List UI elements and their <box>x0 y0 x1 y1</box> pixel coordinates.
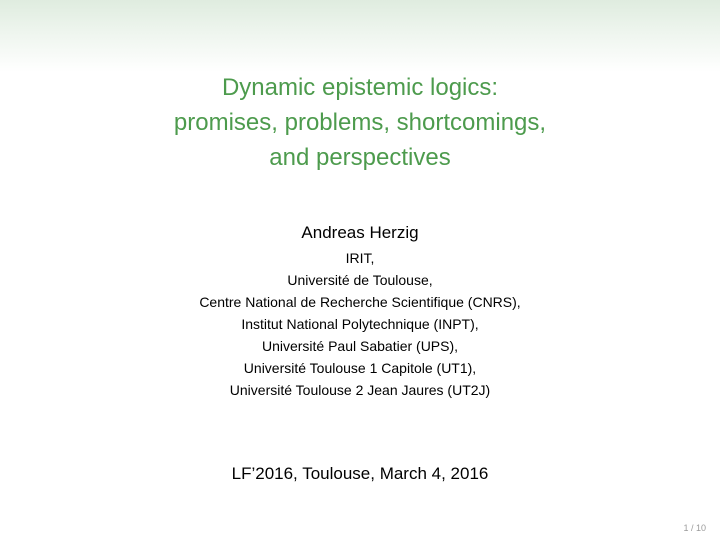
affiliation-line: IRIT, <box>345 250 375 266</box>
affiliation-line: Université Toulouse 1 Capitole (UT1), <box>243 360 477 376</box>
title-line: Dynamic epistemic logics: <box>221 74 499 101</box>
title-line: promises, problems, shortcomings, <box>173 109 547 136</box>
affiliation-line: Université de Toulouse, <box>287 272 433 288</box>
affiliation-line: Centre National de Recherche Scientifique (CNRS), <box>199 294 521 310</box>
author-name: Andreas Herzig <box>301 223 419 242</box>
slide-title <box>0 70 720 175</box>
header-band <box>0 0 720 72</box>
affiliation-line: Institut National Polytechnique (INPT), <box>241 316 479 332</box>
title-line: and perspectives <box>269 144 451 171</box>
affiliation-line: Université Paul Sabatier (UPS), <box>261 338 459 354</box>
affiliations <box>0 247 720 379</box>
event-date: LF’2016, Toulouse, March 4, 2016 <box>231 464 489 483</box>
page-number: 1 / 10 <box>683 523 706 533</box>
affiliation-line: Université Toulouse 2 Jean Jaures (UT2J) <box>229 382 491 398</box>
